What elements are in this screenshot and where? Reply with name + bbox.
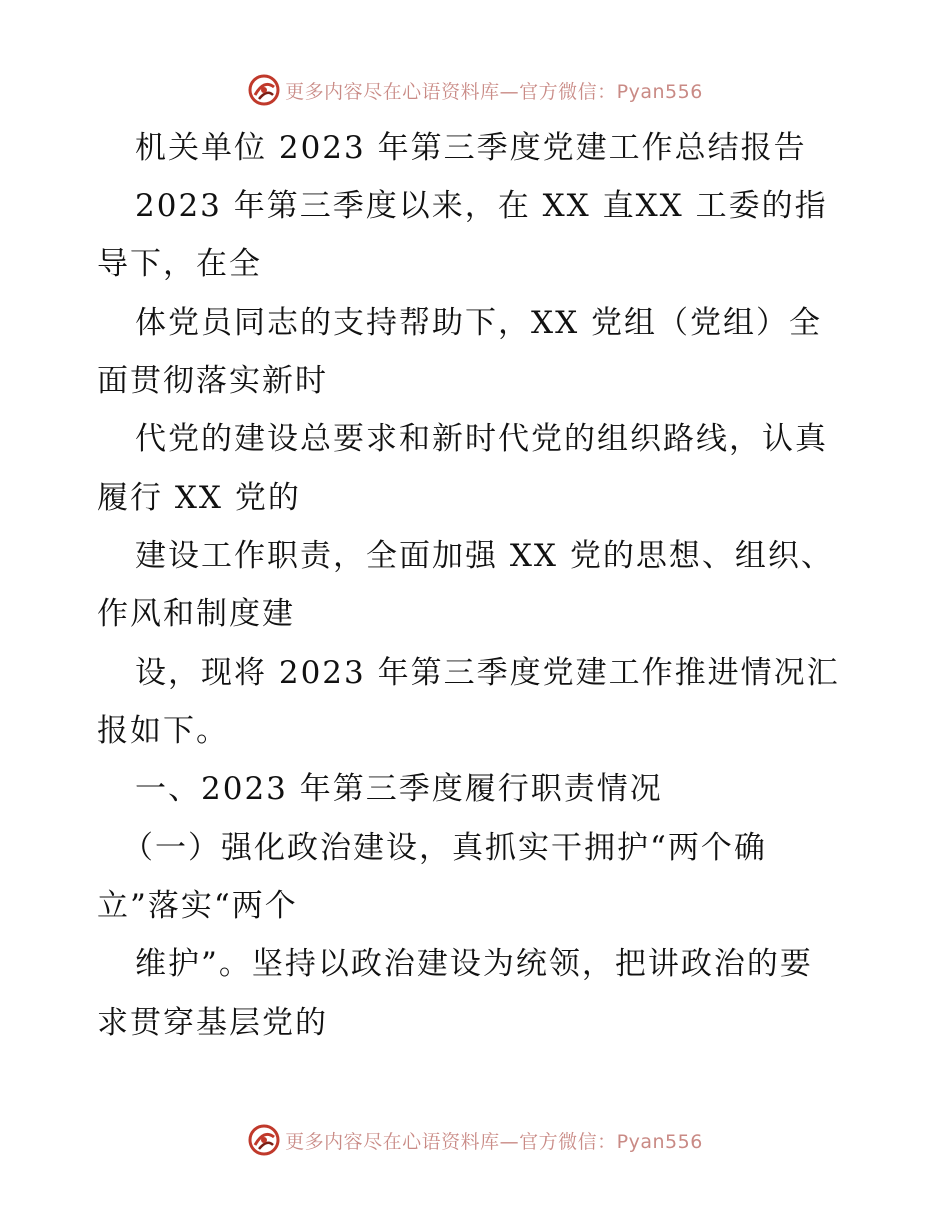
paragraph-line: 2023 年第三季度以来，在 XX 直XX 工委的指 <box>135 188 828 224</box>
paragraph-line: 立”落实“两个 <box>97 888 298 924</box>
paragraph-line: 建设工作职责，全面加强 XX 党的思想、组织、 <box>135 538 834 574</box>
document-title: 机关单位 2023 年第三季度党建工作总结报告 <box>135 130 807 166</box>
paragraph-line: 作风和制度建 <box>97 596 295 632</box>
paragraph-line: 报如下。 <box>97 713 229 749</box>
footer-watermark <box>0 1120 950 1160</box>
watermark-text: 更多内容尽在心语资料库—官方微信：Pyan556 <box>285 1130 703 1153</box>
paragraph-line: 导下，在全 <box>97 246 262 282</box>
paragraph-line: 面贯彻落实新时 <box>97 363 328 399</box>
swirl-logo-icon <box>247 73 281 107</box>
swirl-logo-icon <box>247 1123 281 1157</box>
subsection-heading: （一）强化政治建设，真抓实干拥护“两个确 <box>122 830 767 866</box>
paragraph-line: 维护”。坚持以政治建设为统领，把讲政治的要 <box>135 946 813 982</box>
paragraph-line: 代党的建设总要求和新时代党的组织路线，认真 <box>135 421 828 457</box>
paragraph-line: 设，现将 2023 年第三季度党建工作推进情况汇 <box>135 655 840 691</box>
section-heading: 一、2023 年第三季度履行职责情况 <box>135 771 663 807</box>
header-watermark <box>0 70 950 110</box>
paragraph-line: 求贯穿基层党的 <box>97 1005 328 1041</box>
paragraph-line: 履行 XX 党的 <box>97 480 301 516</box>
paragraph-line: 体党员同志的支持帮助下，XX 党组（党组）全 <box>135 305 822 341</box>
watermark-text: 更多内容尽在心语资料库—官方微信：Pyan556 <box>285 80 703 103</box>
